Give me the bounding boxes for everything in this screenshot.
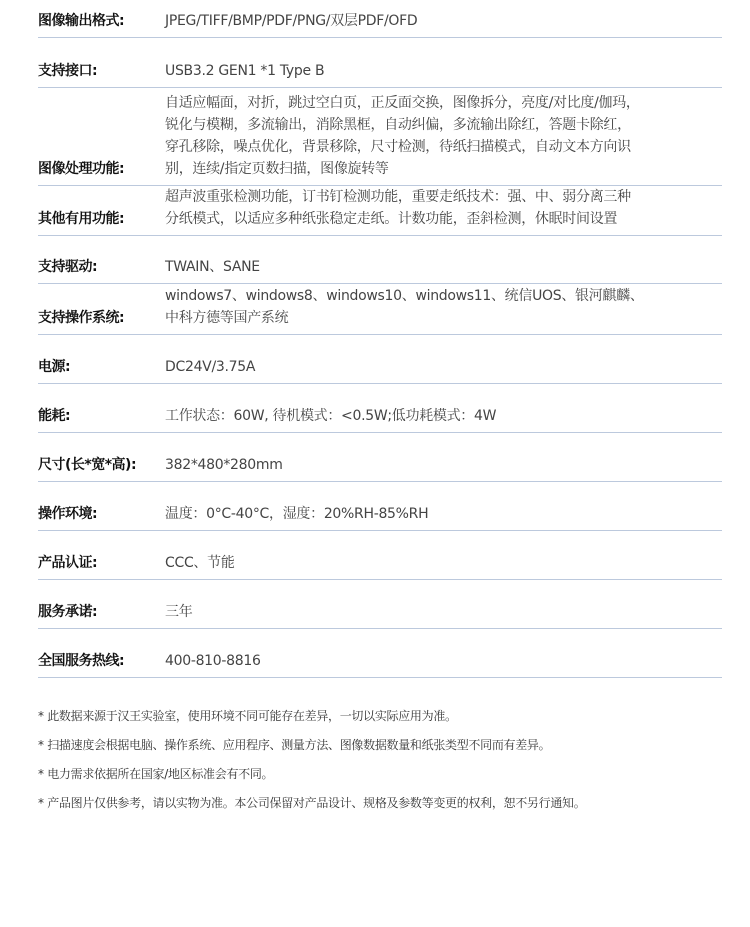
spec-value bbox=[165, 405, 722, 427]
spec-value-line: 三年 bbox=[165, 604, 193, 620]
spec-label: 全国服务热线: bbox=[38, 653, 125, 669]
spec-row-image-processing bbox=[38, 88, 722, 186]
spec-value-line: 超声波重张检测功能，订书钉检测功能，重要走纸技术：强、中、弱分离三种 bbox=[165, 189, 631, 205]
spec-value-line: 400-810-8816 bbox=[165, 653, 261, 669]
spec-row-environment bbox=[38, 482, 722, 531]
spec-label: 尺寸(长*宽*高): bbox=[38, 457, 137, 473]
spec-label: 支持驱动: bbox=[38, 259, 98, 275]
footnotes bbox=[38, 702, 728, 818]
spec-value bbox=[165, 356, 722, 378]
footnote: * 产品图片仅供参考，请以实物为准。本公司保留对产品设计、规格及参数等变更的权利，恕不另行通知。 bbox=[38, 796, 586, 810]
spec-value bbox=[165, 285, 722, 329]
spec-value-line: DC24V/3.75A bbox=[165, 359, 256, 375]
spec-row-power bbox=[38, 335, 722, 384]
spec-label: 产品认证: bbox=[38, 555, 98, 571]
spec-value-line: 别，连续/指定页数扫描，图像旋转等 bbox=[165, 161, 389, 177]
spec-value bbox=[165, 454, 722, 476]
spec-value-line: 锐化与模糊，多流输出，消除黑框，自动纠偏，多流输出除红，答题卡除红， bbox=[165, 117, 631, 133]
spec-label: 能耗: bbox=[38, 408, 71, 424]
spec-table bbox=[38, 0, 722, 678]
spec-value-line: 穿孔移除，噪点优化，背景移除，尺寸检测，待纸扫描模式，自动文本方向识 bbox=[165, 139, 631, 155]
spec-value bbox=[165, 503, 722, 525]
spec-label: 支持接口: bbox=[38, 63, 98, 79]
spec-row-os bbox=[38, 284, 722, 335]
footnote: * 电力需求依据所在国家/地区标准会有不同。 bbox=[38, 767, 274, 781]
spec-row-output-format bbox=[38, 0, 722, 38]
spec-value-line: CCC、节能 bbox=[165, 555, 235, 571]
spec-row-consumption bbox=[38, 384, 722, 433]
spec-value-line: 分纸模式，以适应多种纸张稳定走纸。计数功能，歪斜检测，休眠时间设置 bbox=[165, 211, 618, 227]
spec-value-line: 中科方德等国产系统 bbox=[165, 310, 289, 326]
footnote: * 此数据来源于汉王实验室，使用环境不同可能存在差异，一切以实际应用为准。 bbox=[38, 709, 457, 723]
spec-label: 电源: bbox=[38, 359, 71, 375]
spec-row-other-features bbox=[38, 186, 722, 236]
spec-value bbox=[165, 552, 722, 574]
spec-value-line: 382*480*280mm bbox=[165, 457, 283, 473]
spec-value bbox=[165, 92, 722, 180]
spec-value bbox=[165, 10, 722, 32]
spec-row-interface bbox=[38, 38, 722, 88]
spec-value-line: 温度：0°C-40°C，湿度：20%RH-85%RH bbox=[165, 506, 429, 522]
spec-value-line: 自适应幅面，对折，跳过空白页，正反面交换，图像拆分，亮度/对比度/伽玛， bbox=[165, 95, 640, 111]
spec-label: 服务承诺: bbox=[38, 604, 98, 620]
spec-label: 其他有用功能: bbox=[38, 211, 125, 227]
spec-value-line: TWAIN、SANE bbox=[165, 259, 260, 275]
spec-value-line: 工作状态：60W, 待机模式：<0.5W;低功耗模式：4W bbox=[165, 408, 497, 424]
spec-row-hotline bbox=[38, 629, 722, 678]
spec-row-dimensions bbox=[38, 433, 722, 482]
spec-value bbox=[165, 650, 722, 672]
spec-value-line: windows7、windows8、windows10、windows11、统信UOS、银河麒麟、 bbox=[165, 288, 644, 304]
spec-label: 操作环境: bbox=[38, 506, 98, 522]
spec-value bbox=[165, 60, 722, 82]
footnote: * 扫描速度会根据电脑、操作系统、应用程序、测量方法、图像数据数量和纸张类型不同而有差异。 bbox=[38, 738, 551, 752]
spec-row-drivers bbox=[38, 236, 722, 284]
spec-value bbox=[165, 256, 722, 278]
spec-value-line: USB3.2 GEN1 *1 Type B bbox=[165, 63, 325, 79]
spec-value-line: JPEG/TIFF/BMP/PDF/PNG/双层PDF/OFD bbox=[165, 13, 418, 29]
spec-label: 图像处理功能: bbox=[38, 161, 125, 177]
spec-row-service bbox=[38, 580, 722, 629]
spec-value bbox=[165, 186, 722, 230]
spec-row-certification bbox=[38, 531, 722, 580]
spec-value bbox=[165, 601, 722, 623]
spec-label: 图像输出格式: bbox=[38, 13, 125, 29]
spec-label: 支持操作系统: bbox=[38, 310, 125, 326]
